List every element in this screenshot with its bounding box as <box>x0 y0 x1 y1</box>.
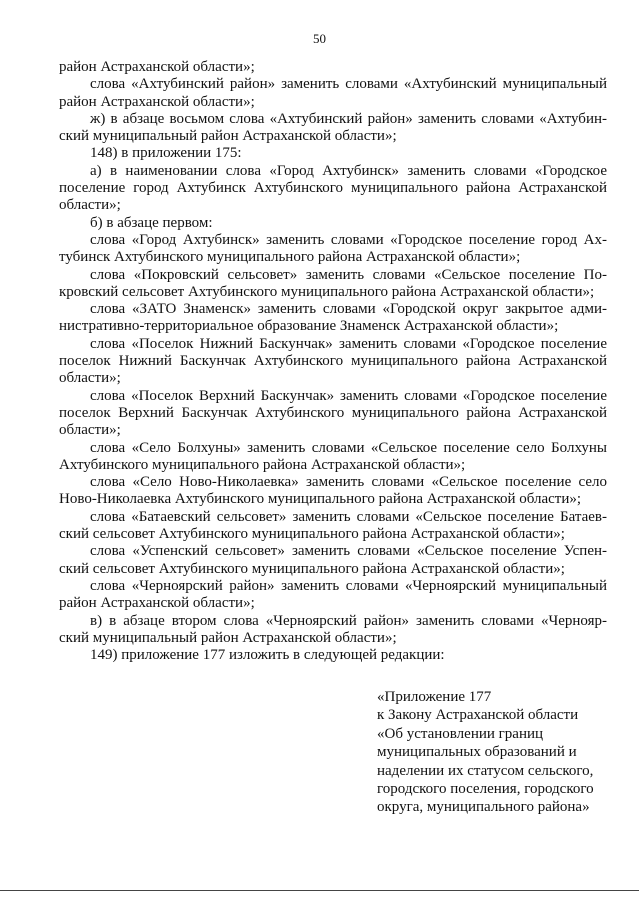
text-line: ский сельсовет Ахтубинского муниципального района Астраханской области»; <box>59 526 565 543</box>
text-line: слова «Поселок Нижний Баскунчак» заменить словами «Городское поселение <box>90 335 607 352</box>
text-line: в) в абзаце втором слова «Черноярский район» заменить словами «Чернояр- <box>90 612 607 629</box>
text-line: ж) в абзаце восьмом слова «Ахтубинский район» заменить словами «Ахтубин- <box>90 110 607 127</box>
text-line: слова «Село Ново-Николаевка» заменить словами «Сельское поселение село <box>90 474 607 491</box>
page-number: 50 <box>313 31 326 46</box>
text-line: слова «Село Болхуны» заменить словами «Сельское поселение село Болхуны <box>90 439 607 456</box>
document-body <box>59 59 607 664</box>
text-line: 149) приложение 177 изложить в следующей редакции: <box>90 647 445 664</box>
text-line: поселение город Ахтубинск Ахтубинского муниципального района Астраханской <box>59 180 607 197</box>
text-line: слова «Успенский сельсовет» заменить словами «Сельское поселение Успен- <box>90 543 607 560</box>
text-line: 148) в приложении 175: <box>90 145 242 162</box>
appendix-header <box>377 688 617 817</box>
text-line: ский муниципальный район Астраханской области»; <box>59 629 397 646</box>
text-line: ский муниципальный район Астраханской области»; <box>59 128 397 145</box>
text-line: слова «Город Ахтубинск» заменить словами «Городское поселение город Ах- <box>90 231 607 248</box>
text-line: области»; <box>59 197 121 214</box>
text-line: б) в абзаце первом: <box>90 214 213 231</box>
appendix-line: муниципальных образований и <box>377 744 577 761</box>
text-line: кровский сельсовет Ахтубинского муниципального района Астраханской области»; <box>59 283 595 300</box>
appendix-line: к Закону Астраханской области <box>377 707 579 724</box>
text-line: Ново-Николаевка Ахтубинского муниципального района Астраханской области»; <box>59 491 582 508</box>
appendix-line: городского поселения, городского <box>377 780 594 797</box>
text-line: слова «Черноярский район» заменить словами «Черноярский муниципальный <box>90 577 607 594</box>
text-line: слова «Ахтубинский район» заменить словами «Ахтубинский муниципальный <box>90 76 607 93</box>
appendix-line: «Приложение 177 <box>377 689 492 705</box>
text-line: слова «Батаевский сельсовет» заменить словами «Сельское поселение Батаев- <box>90 508 607 525</box>
text-line: слова «Поселок Верхний Баскунчак» заменить словами «Городское поселение <box>90 387 607 404</box>
text-line: район Астраханской области»; <box>59 93 255 110</box>
text-line: области»; <box>59 422 121 439</box>
page-bottom-rule <box>0 890 639 891</box>
text-line: ский сельсовет Ахтубинского муниципального района Астраханской области»; <box>59 560 565 577</box>
appendix-line: наделении их статусом сельского, <box>377 762 594 779</box>
text-line: район Астраханской области»; <box>59 595 255 612</box>
appendix-line: округа, муниципального района» <box>377 799 590 816</box>
text-line: поселок Нижний Баскунчак Ахтубинского муниципального района Астраханской <box>59 353 607 370</box>
appendix-line: «Об установлении границ <box>377 725 544 742</box>
text-line: Ахтубинского муниципального района Астраханской области»; <box>59 456 466 473</box>
text-line: а) в наименовании слова «Город Ахтубинск» заменить словами «Городское <box>90 162 607 179</box>
text-line: тубинск Ахтубинского муниципального района Астраханской области»; <box>59 249 521 266</box>
text-line: слова «Покровский сельсовет» заменить словами «Сельское поселение По- <box>90 266 607 283</box>
text-line: слова «ЗАТО Знаменск» заменить словами «Городской округ закрытое адми- <box>90 301 607 318</box>
text-line: нистративно-территориальное образование Знаменск Астраханской области»; <box>59 318 559 335</box>
text-line: район Астраханской области»; <box>59 59 255 75</box>
text-line: поселок Верхний Баскунчак Ахтубинского муниципального района Астраханской <box>59 404 607 421</box>
text-line: области»; <box>59 370 121 387</box>
